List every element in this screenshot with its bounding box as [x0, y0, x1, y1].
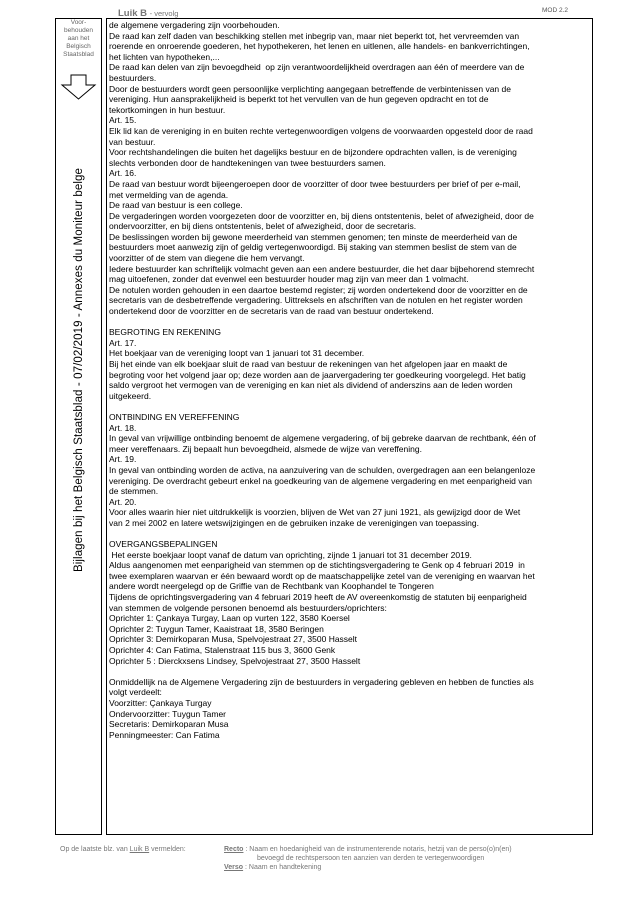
text-line: Oprichter 4: Can Fatima, Stalenstraat 115 bus 3, 3600 Genk	[109, 645, 336, 656]
text-line: De raad van bestuur wordt bijeengeroepen door de voorzitter of door twee bestuurders per brief of per e-mail,	[109, 178, 521, 189]
blank-line	[109, 401, 593, 412]
text-line: bestuurders moet aanwezig zijn of geldig vertegenwoordigd. Bij staking van stemmen beslist de stem van de	[109, 242, 517, 253]
text-line: Art. 20.	[109, 496, 137, 507]
text-line: ondertekend door de voorzitter en de secretaris van de raad van bestuur ondertekend.	[109, 306, 434, 317]
text-line: Voor alles waarin hier niet uitdrukkelijk is voorzien, blijven de Wet van 27 juni 1921, als gewijzigd door de Wet	[109, 507, 521, 518]
text-line: bestuurders.	[109, 72, 157, 83]
text-line: Oprichter 2: Tuygun Tamer, Kaaistraat 18, 3580 Beringen	[109, 623, 324, 634]
text-line: Oprichter 1: Çankaya Turgay, Laan op vurten 122, 3580 Koersel	[109, 613, 350, 624]
footer-recto-label: Recto	[224, 846, 244, 853]
text-line: Oprichter 5 : Dierckxsens Lindsey, Spelvojestraat 27, 3500 Hasselt	[109, 655, 361, 666]
footer-recto-text: : Naam en hoedanigheid van de instrumenterende notaris, hetzij van de perso(o)n(en)	[245, 846, 512, 853]
text-line: De raad kan delen van zijn bevoegdheid op zijn verantwoordelijkheid overdragen aan één of meerdere van de	[109, 62, 525, 73]
text-line: de algemene vergadering zijn voorbehouden.	[109, 20, 280, 30]
footer-verso	[224, 863, 624, 872]
blank-line	[109, 529, 593, 540]
text-line: secretaris van de desbetreffende vergadering. Uittreksels en afschriften van de notulen en het register worden	[109, 295, 523, 306]
reserved-note-line: Voor-	[70, 19, 87, 26]
text-line: Art. 17.	[109, 337, 137, 348]
text-line: Art. 19.	[109, 454, 137, 465]
text-line: De notulen worden gehouden in een daartoe bestemd register; zij worden ondertekend door de voorzitter en de	[109, 284, 528, 295]
text-line: het lichten van hypotheken,...	[109, 51, 220, 62]
section-title-sub: - vervolg	[149, 9, 179, 18]
text-line: saldo vergroot het vermogen van de vereniging en kan niet als dividend of anderszins aan de leden worden	[109, 380, 513, 391]
vertical-annotation-text: Bijlagen bij het Belgisch Staatsblad - 07/02/2019 - Annexes du Moniteur belge	[73, 167, 85, 573]
footer-verso-text: : Naam en handtekening	[245, 864, 322, 871]
text-line: twee exemplaren waarvan er één bewaard wordt op de maatschappelijke zetel van de vereniging en waarvan het	[109, 570, 535, 581]
text-line: Secretaris: Demirkoparan Musa	[109, 719, 229, 730]
text-line: ONTBINDING EN VEREFFENING	[109, 411, 240, 422]
section-title-label: Luik B	[118, 8, 148, 19]
blank-line	[109, 666, 593, 677]
text-line: meer vereffenaars. Zij bepaalt hun bevoegdheid, alsmede de wijze van vereffening.	[109, 443, 422, 454]
footer-luik-link: Luik B	[129, 846, 150, 853]
text-line: De raad van bestuur is een college.	[109, 200, 243, 211]
text-line: van bestuur.	[109, 136, 156, 147]
down-arrow-icon	[60, 74, 97, 100]
reserved-note-line: Staatsblad	[63, 51, 94, 58]
text-line: Iedere bestuurder kan schriftelijk volmacht geven aan een andere bestuurder, die het daar bijbehorend stemrecht	[109, 263, 535, 274]
text-line: van 2 mei 2002 en latere wetswijzigingen en de gebruiken inzake de verenigingen van toepassing.	[109, 517, 479, 528]
text-line: BEGROTING EN REKENING	[109, 327, 221, 338]
text-line: andere wordt neergelegd op de Griffie van de Rechtbank van Koophandel te Tongeren	[109, 581, 434, 592]
text-line: Elk lid kan de vereniging in en buiten rechte vertegenwoordigen volgens de voorwaarden opgesteld door de raad	[109, 125, 533, 136]
text-line: Tijdens de oprichtingsvergadering van 4 februari 2019 heeft de AV overeenkomstig de statuten bij eenparigheid	[109, 592, 527, 603]
text-line: Onmiddellijk na de Algemene Vergadering zijn de bestuurders in vergadering gebleven en hebben de functies als	[109, 676, 534, 687]
text-line: OVERGANGSBEPALINGEN	[109, 539, 218, 550]
text-line: roerende en onroerende goederen, het hypothekeren, het lenen en uitlenen, alle handels- en bankverrichtingen,	[109, 41, 530, 52]
text-line: de stemmen.	[109, 486, 159, 497]
text-line: van stemmen de volgende personen benoemd als bestuurders/oprichters:	[109, 602, 387, 613]
footer-recto	[224, 845, 624, 854]
text-line: vereniging. De overdracht gebeurt enkel na goedkeuring van de algemene vergadering en met eenparigheid van	[109, 475, 532, 486]
text-line: Het eerste boekjaar loopt vanaf de datum van oprichting, zijnde 1 januari tot 31 december 2019.	[109, 549, 472, 560]
text-line: vereniging. Hun aansprakelijkheid is beperkt tot het vervullen van de hun gegeven opdracht en tot de	[109, 94, 489, 105]
text-line: Voorzitter: Çankaya Turgay	[109, 698, 212, 708]
blank-line	[109, 317, 593, 328]
text-line: uitgekeerd.	[109, 390, 152, 401]
vertical-annotation	[71, 115, 88, 625]
reserved-note-line: Belgisch	[66, 43, 91, 50]
footer-recto-text-2: bevoegd de rechtspersoon ten aanzien van derden te vertegenwoordigen	[257, 855, 485, 862]
text-line: slechts verbonden door de handtekeningen van twee bestuurders samen.	[109, 157, 386, 168]
text-line: De beslissingen worden bij gewone meerderheid van stemmen genomen; ten minste de meerderheid van de	[109, 231, 518, 242]
text-line: voorzitter of de stem van diegene die hem vervangt.	[109, 253, 305, 264]
text-line: Bij het einde van elk boekjaar sluit de raad van bestuur de rekeningen van het afgelopen jaar en maakt de	[109, 359, 508, 369]
footer-suffix: vermelden:	[151, 846, 186, 853]
text-line: De raad kan zelf daden van beschikking stellen met inbegrip van, maar niet beperkt tot, het vervreemden van	[109, 30, 520, 41]
reserved-note-line: behouden	[64, 27, 93, 34]
text-line: Art. 16.	[109, 168, 137, 179]
reserved-note	[57, 19, 100, 59]
text-line: Oprichter 3: Demirkoparan Musa, Spelvojestraat 27, 3500 Hasselt	[109, 634, 358, 645]
text-line: tekortkomingen in hun bestuur.	[109, 104, 226, 115]
text-line: Art. 15.	[109, 115, 137, 126]
footer-prefix: Op de laatste blz. van	[60, 846, 128, 853]
reserved-note-line: aan het	[67, 35, 90, 42]
text-line: volgt verdeelt:	[109, 687, 162, 698]
text-line: met vermelding van de agenda.	[109, 189, 229, 200]
footer-verso-label: Verso	[224, 864, 244, 871]
text-line: Art. 18.	[109, 422, 137, 433]
text-line: ondervoorzitter, en bij diens ontstentenis, belet of afwezigheid, door de secretaris.	[109, 221, 417, 232]
text-line: In geval van vrijwillige ontbinding benoemt de algemene vergadering, of bij gebreke daarvan de rechtbank, één of	[109, 433, 536, 444]
text-line: Door de bestuurders wordt geen persoonlijke verplichting aangegaan betreffende de verbintenissen van de	[109, 83, 511, 94]
text-line: De vergaderingen worden voorgezeten door de voorzitter en, bij diens ontstentenis, belet of afwezigheid, door de	[109, 210, 534, 221]
main-content	[109, 20, 593, 740]
text-line: In geval van ontbinding worden de activa, na aanzuivering van de schulden, overgedragen aan een belangenloze	[109, 464, 536, 475]
text-line: Ondervoorzitter: Tuygun Tamer	[109, 708, 227, 719]
footer-instruction	[60, 845, 186, 854]
text-line: Voor rechtshandelingen die buiten het dagelijks bestuur en de bijzondere opdrachten vallen, is de vereniging	[109, 147, 517, 158]
text-line: Het boekjaar van de vereniging loopt van 1 januari tot 31 december.	[109, 348, 365, 359]
text-line: begroting voor het volgend jaar op; deze worden aan de jaarvergadering ter goedkeuring voorgelegd. Het batig	[109, 369, 526, 380]
text-line: Penningmeester: Can Fatima	[109, 729, 220, 740]
form-code: MOD 2.2	[542, 7, 569, 14]
text-line: Aldus aangenomen met eenparigheid van stemmen op de stichtingsvergadering te Genk op 4 februari 2019 in	[109, 560, 525, 571]
text-line: mag uitoefenen, zonder dat evenwel een bestuurder houder mag zijn van meer dan 1 volmacht.	[109, 274, 469, 285]
footer-legend	[224, 845, 624, 872]
